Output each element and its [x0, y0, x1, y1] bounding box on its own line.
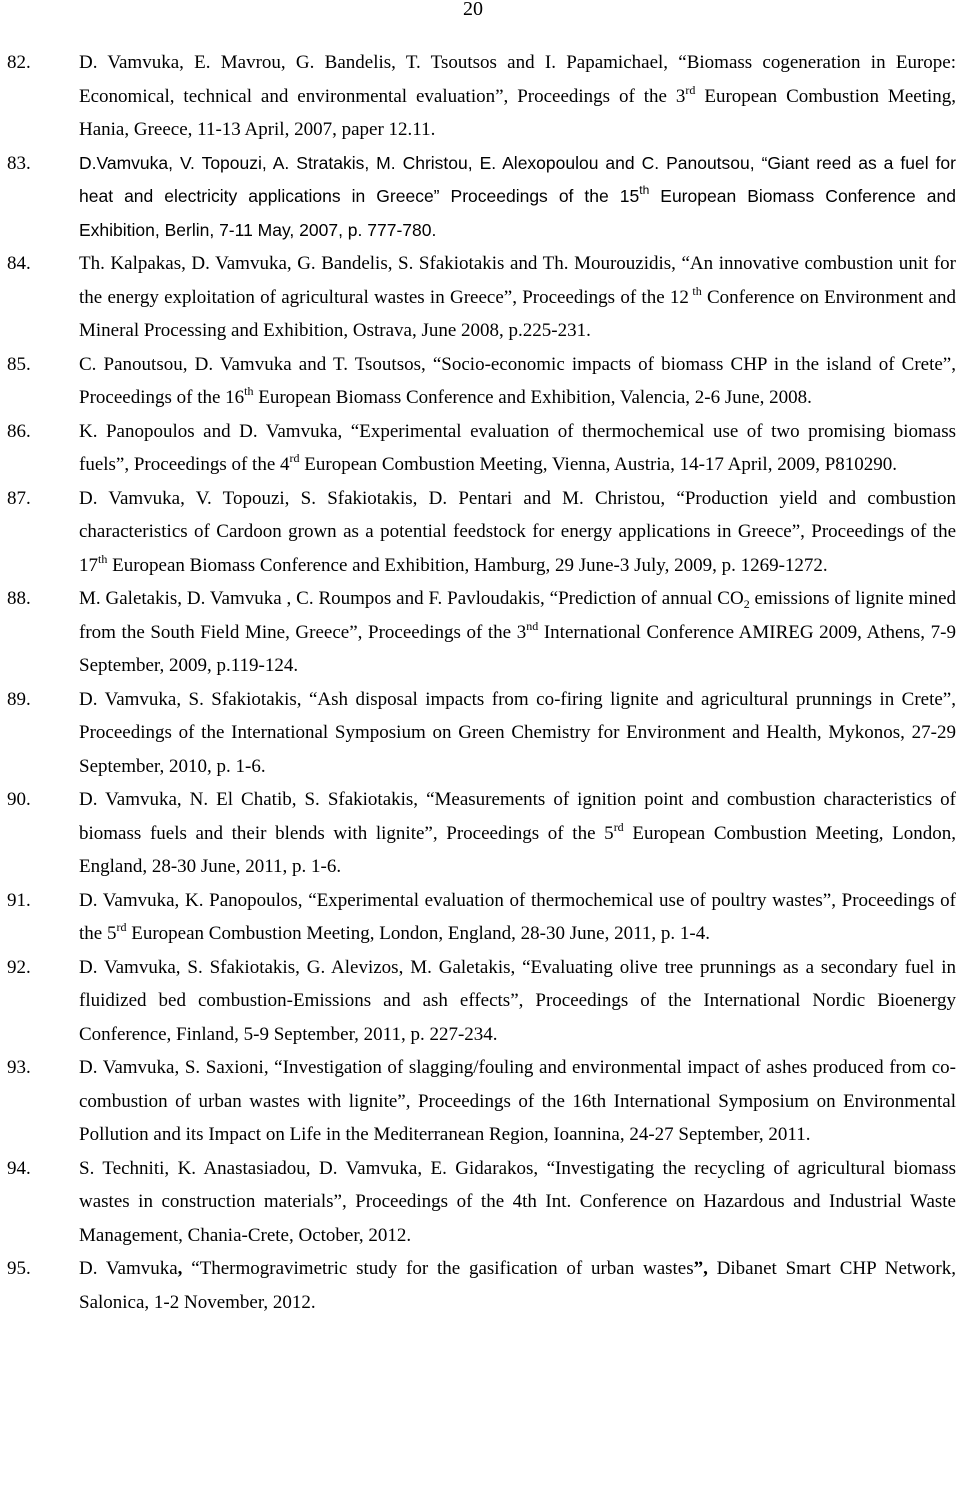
- superscript: th: [98, 551, 108, 566]
- reference-text: [79, 415, 956, 482]
- superscript: th: [688, 283, 702, 298]
- reference-text-part: D. Vamvuka, V. Topouzi, S. Sfakiotakis, D. Pentari and M. Christou, “Production yield and combustion characteristics of Cardoon grown as a potential feedstock for energy applications in Greece”, Proceedings of the 17: [79, 487, 956, 576]
- reference-text-part: S. Techniti, K. Anastasiadou, D. Vamvuka, E. Gidarakos, “Investigating the recycling of agricultural biomass wastes in construction materials”, Proceedings of the 4th Int. Conference on Hazardous and Industrial Waste Management, Chania-Crete, October, 2012.: [79, 1157, 956, 1246]
- reference-item: [7, 1051, 956, 1152]
- superscript: th: [639, 183, 650, 197]
- reference-text-part: European Combustion Meeting, Hania, Greece, 11-13 April, 2007, paper 12.11.: [79, 85, 956, 140]
- reference-number: 84.: [7, 253, 31, 274]
- reference-text-part: emissions of lignite mined from the South Field Mine, Greece”, Proceedings of the 3: [79, 588, 957, 643]
- page-number: 20: [463, 0, 483, 20]
- reference-number: 86.: [7, 420, 31, 442]
- reference-text-part: European Biomass Conference and Exhibition, Valencia, 2-6 June, 2008.: [253, 387, 812, 408]
- reference-number: 95.: [7, 1258, 31, 1279]
- reference-text: [79, 1051, 956, 1152]
- reference-text-part: D. Vamvuka, K. Panopoulos, “Experimental evaluation of thermochemical use of poultry wastes”, Proceedings of the 5: [79, 889, 956, 944]
- reference-item: [7, 683, 956, 784]
- reference-text: [79, 348, 956, 415]
- reference-item: [7, 1252, 956, 1319]
- reference-number: 92.: [7, 956, 31, 978]
- reference-text-part: D. Vamvuka, S. Saxioni, “Investigation of slagging/fouling and environmental impact of ashes produced from co-combustion of urban wastes with lignite”, Proceedings of the 16th International Symposium on Environmental Pollution and its Impact on Life in the Mediterranean Region, Ioannina, 24-27 September, 2011.: [79, 1057, 956, 1145]
- reference-text-part: European Biomass Conference and Exhibition, Hamburg, 29 June-3 July, 2009, p. 1269-1272.: [107, 554, 828, 576]
- reference-number: 89.: [7, 688, 31, 710]
- reference-text: [79, 951, 956, 1052]
- reference-text-part: ,: [177, 1258, 183, 1279]
- reference-number: 91.: [7, 889, 31, 911]
- reference-text: [79, 247, 956, 348]
- reference-item: [7, 482, 956, 583]
- reference-text-part: European Biomass Conference and Exhibition, Berlin, 7-11 May, 2007, p. 777-780.: [79, 186, 956, 240]
- reference-item: [7, 46, 956, 147]
- superscript: rd: [685, 82, 696, 97]
- reference-item: [7, 247, 956, 348]
- reference-text: [79, 482, 956, 583]
- reference-text-part: Conference on Environment and Mineral Processing and Exhibition, Ostrava, June 2008, p.225-231.: [79, 286, 956, 341]
- reference-item: [7, 951, 956, 1052]
- reference-item: [7, 582, 956, 683]
- reference-text-part: European Combustion Meeting, Vienna, Austria, 14-17 April, 2009, P810290.: [299, 454, 898, 475]
- reference-text-part: K. Panopoulos and D. Vamvuka, “Experimental evaluation of thermochemical use of two promising biomass fuels”, Proceedings of the 4: [79, 420, 956, 475]
- superscript: rd: [613, 819, 624, 834]
- reference-text-part: European Combustion Meeting, London, England, 28-30 June, 2011, p. 1-4.: [126, 923, 710, 944]
- reference-item: [7, 783, 956, 884]
- reference-text-part: Dibanet Smart CHP Network, Salonica, 1-2 November, 2012.: [79, 1258, 956, 1313]
- reference-item: [7, 348, 956, 415]
- reference-text: [79, 147, 956, 248]
- reference-text: [79, 1152, 956, 1253]
- reference-number: 85.: [7, 353, 31, 375]
- reference-number: 94.: [7, 1157, 31, 1179]
- reference-text: [79, 46, 956, 147]
- reference-text: [79, 582, 956, 683]
- reference-number: 83.: [7, 152, 31, 174]
- subscript: 2: [743, 597, 750, 611]
- reference-text-part: M. Galetakis, D. Vamvuka , C. Roumpos and F. Pavloudakis, “Prediction of annual CO: [79, 588, 744, 609]
- reference-text-part: ”,: [693, 1258, 708, 1279]
- reference-text-part: D. Vamvuka: [79, 1258, 178, 1279]
- reference-number: 93.: [7, 1057, 31, 1078]
- reference-text-part: “Thermogravimetric study for the gasification of urban wastes: [182, 1258, 694, 1279]
- reference-number: 87.: [7, 487, 31, 509]
- reference-text-part: European Combustion Meeting, London, England, 28-30 June, 2011, p. 1-6.: [79, 822, 956, 877]
- reference-text-part: C. Panoutsou, D. Vamvuka and T. Tsoutsos, “Socio-economic impacts of biomass CHP in the island of Crete”, Proceedings of the 16: [79, 353, 956, 408]
- reference-text: [79, 683, 956, 784]
- reference-item: [7, 147, 956, 248]
- reference-text: [79, 783, 956, 884]
- reference-text-part: International Conference AMIREG 2009, Athens, 7-9 September, 2009, p.119-124.: [79, 621, 956, 676]
- reference-item: [7, 415, 956, 482]
- reference-item: [7, 884, 956, 951]
- reference-text: [79, 884, 956, 951]
- superscript: th: [244, 384, 254, 398]
- reference-text-part: D.Vamvuka, V. Topouzi, A. Stratakis, M. Christou, E. Alexopoulou and C. Panoutsou, “Giant reed as a fuel for heat and electricity applications in Greece” Proceedings of the 15: [79, 152, 956, 206]
- superscript: nd: [526, 618, 539, 633]
- reference-item: [7, 1152, 956, 1253]
- reference-text-part: D. Vamvuka, S. Sfakiotakis, “Ash disposal impacts from co-firing lignite and agricultural prunnings in Crete”, Proceedings of the International Symposium on Green Chemistry for Environment and Health, Mykonos, 27-29 September, 2010, p. 1-6.: [79, 688, 956, 777]
- superscript: rd: [116, 920, 127, 934]
- reference-list: [7, 46, 956, 1319]
- reference-text: [79, 1252, 956, 1319]
- reference-number: 82.: [7, 52, 31, 73]
- reference-text-part: D. Vamvuka, S. Sfakiotakis, G. Alevizos, M. Galetakis, “Evaluating olive tree prunnings as a secondary fuel in fluidized bed combustion-Emissions and ash effects”, Proceedings of the International Nordic Bioenergy Conference, Finland, 5-9 September, 2011, p. 227-234.: [79, 956, 956, 1045]
- reference-text-part: D. Vamvuka, E. Mavrou, G. Bandelis, T. Tsoutsos and I. Papamichael, “Biomass cogeneration in Europe: Economical, technical and environmental evaluation”, Proceedings of the 3: [79, 52, 956, 107]
- superscript: rd: [289, 451, 300, 465]
- reference-number: 90.: [7, 789, 31, 810]
- reference-text-part: D. Vamvuka, N. El Chatib, S. Sfakiotakis, “Measurements of ignition point and combustion characteristics of biomass fuels and their blends with lignite”, Proceedings of the 5: [79, 789, 956, 844]
- reference-number: 88.: [7, 588, 31, 609]
- reference-text-part: Th. Kalpakas, D. Vamvuka, G. Bandelis, S. Sfakiotakis and Th. Mourouzidis, “An innovative combustion unit for the energy exploitation of agricultural wastes in Greece”, Proceedings of the 12: [79, 253, 956, 308]
